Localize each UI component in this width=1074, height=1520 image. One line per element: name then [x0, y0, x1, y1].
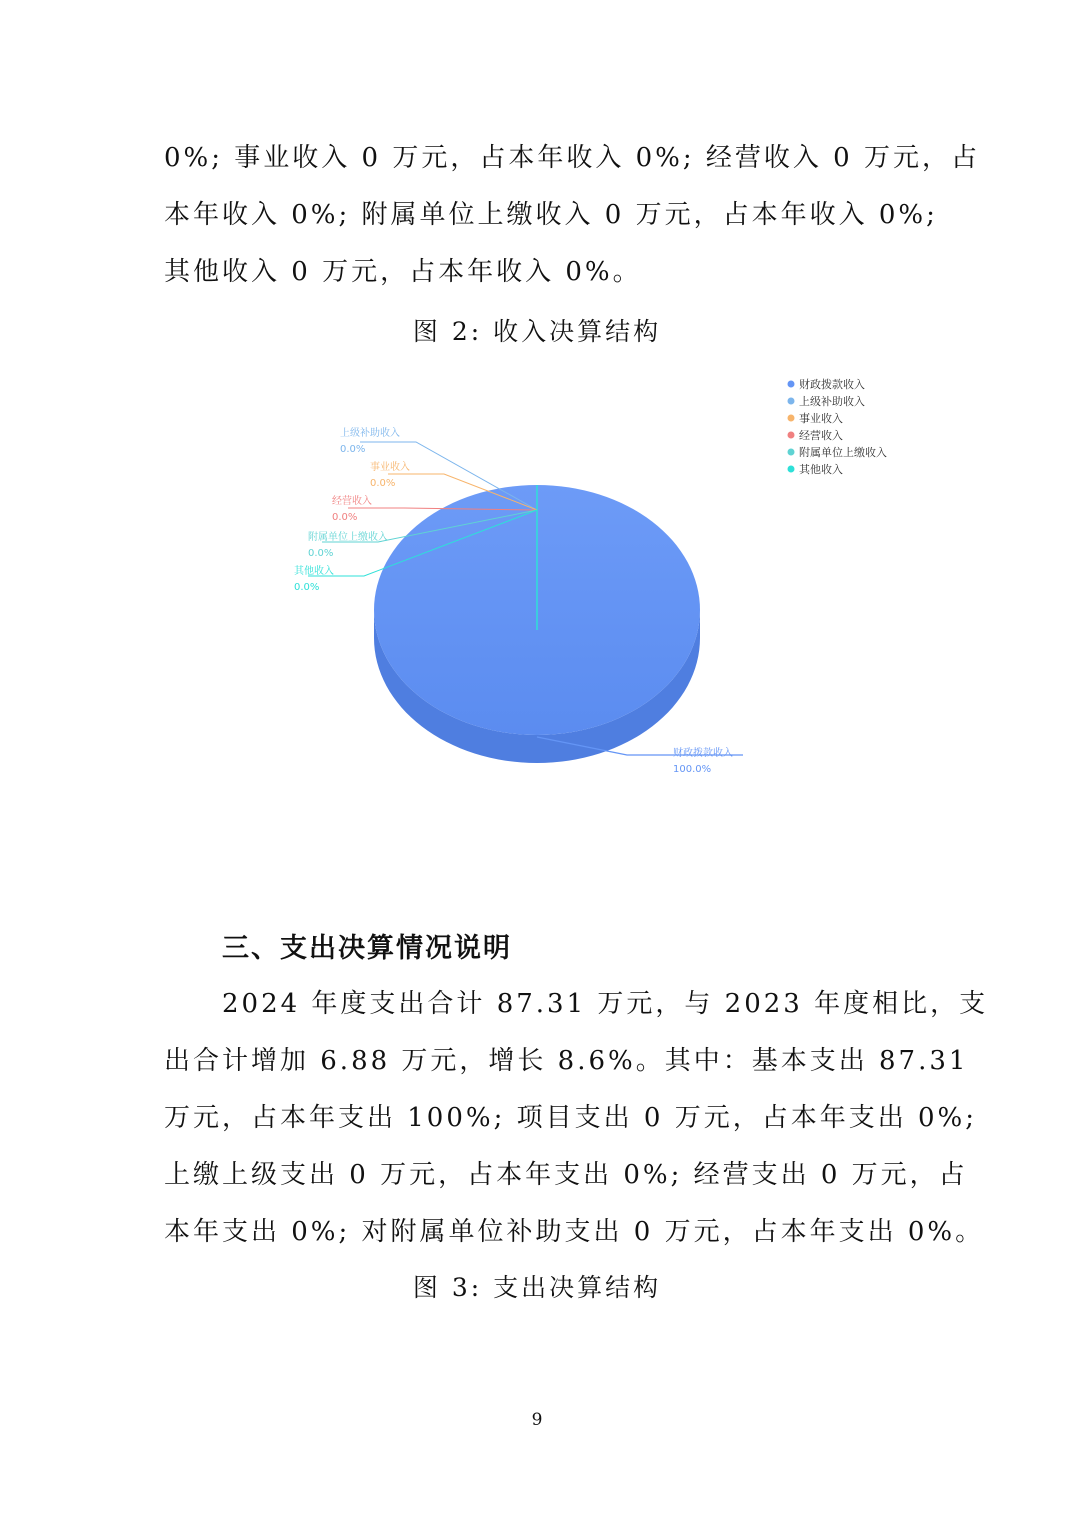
- paragraph-line: 万元，占本年支出 100%; 项目支出 0 万元，占本年支出 0%;: [164, 1103, 977, 1133]
- slice-label-name: 其他收入: [294, 566, 334, 577]
- slice-label-value: 0.0%: [340, 444, 366, 455]
- legend-label: 上级补助收入: [799, 395, 865, 408]
- slice-label-name: 附属单位上缴收入: [308, 532, 388, 543]
- figure-3-caption: 图 3: 支出决算结构: [412, 1273, 662, 1302]
- legend-label: 财政拨款收入: [799, 378, 865, 391]
- slice-label-name: 经营收入: [332, 496, 372, 507]
- paragraph-line: 0%; 事业收入 0 万元，占本年收入 0%; 经营收入 0 万元，占: [164, 143, 980, 173]
- legend-label: 经营收入: [799, 429, 843, 442]
- legend-marker: [788, 466, 795, 473]
- legend-marker: [788, 398, 795, 405]
- legend-marker: [788, 415, 795, 422]
- slice-label-name: 上级补助收入: [340, 428, 400, 439]
- slice-label-value: 0.0%: [332, 512, 358, 523]
- legend-label: 其他收入: [799, 463, 843, 476]
- pie-group: [374, 485, 700, 763]
- paragraph-line: 出合计增加 6.88 万元，增长 8.6%。其中：基本支出 87.31: [164, 1046, 969, 1076]
- section-heading: 三、支出决算情况说明: [222, 933, 512, 964]
- paragraph-line: 其他收入 0 万元，占本年收入 0%。: [164, 257, 642, 287]
- legend-marker: [788, 381, 795, 388]
- legend-label: 附属单位上缴收入: [799, 446, 887, 459]
- income-pie-chart: [270, 370, 910, 790]
- legend-label: 事业收入: [799, 412, 843, 425]
- paragraph-line: 本年支出 0%; 对附属单位补助支出 0 万元，占本年支出 0%。: [164, 1217, 985, 1247]
- top-paragraph: [164, 130, 980, 301]
- slice-label-value: 100.0%: [673, 764, 712, 775]
- slice-label-name: 财政拨款收入: [673, 748, 733, 759]
- paragraph-line: 本年收入 0%; 附属单位上缴收入 0 万元，占本年收入 0%;: [164, 200, 938, 230]
- bottom-paragraph: [164, 976, 989, 1261]
- slice-label-value: 0.0%: [370, 478, 396, 489]
- paragraph-line: 2024 年度支出合计 87.31 万元，与 2023 年度相比，支: [222, 989, 989, 1019]
- legend-marker: [788, 449, 795, 456]
- paragraph-line: 上缴上级支出 0 万元，占本年支出 0%; 经营支出 0 万元，占: [164, 1160, 968, 1190]
- slice-label-value: 0.0%: [294, 582, 320, 593]
- figure-2-caption: 图 2: 收入决算结构: [412, 317, 662, 346]
- page-number: 9: [531, 1410, 543, 1430]
- chart-legend: [788, 377, 888, 476]
- legend-marker: [788, 432, 795, 439]
- slice-label-value: 0.0%: [308, 548, 334, 559]
- slice-label-name: 事业收入: [370, 462, 410, 473]
